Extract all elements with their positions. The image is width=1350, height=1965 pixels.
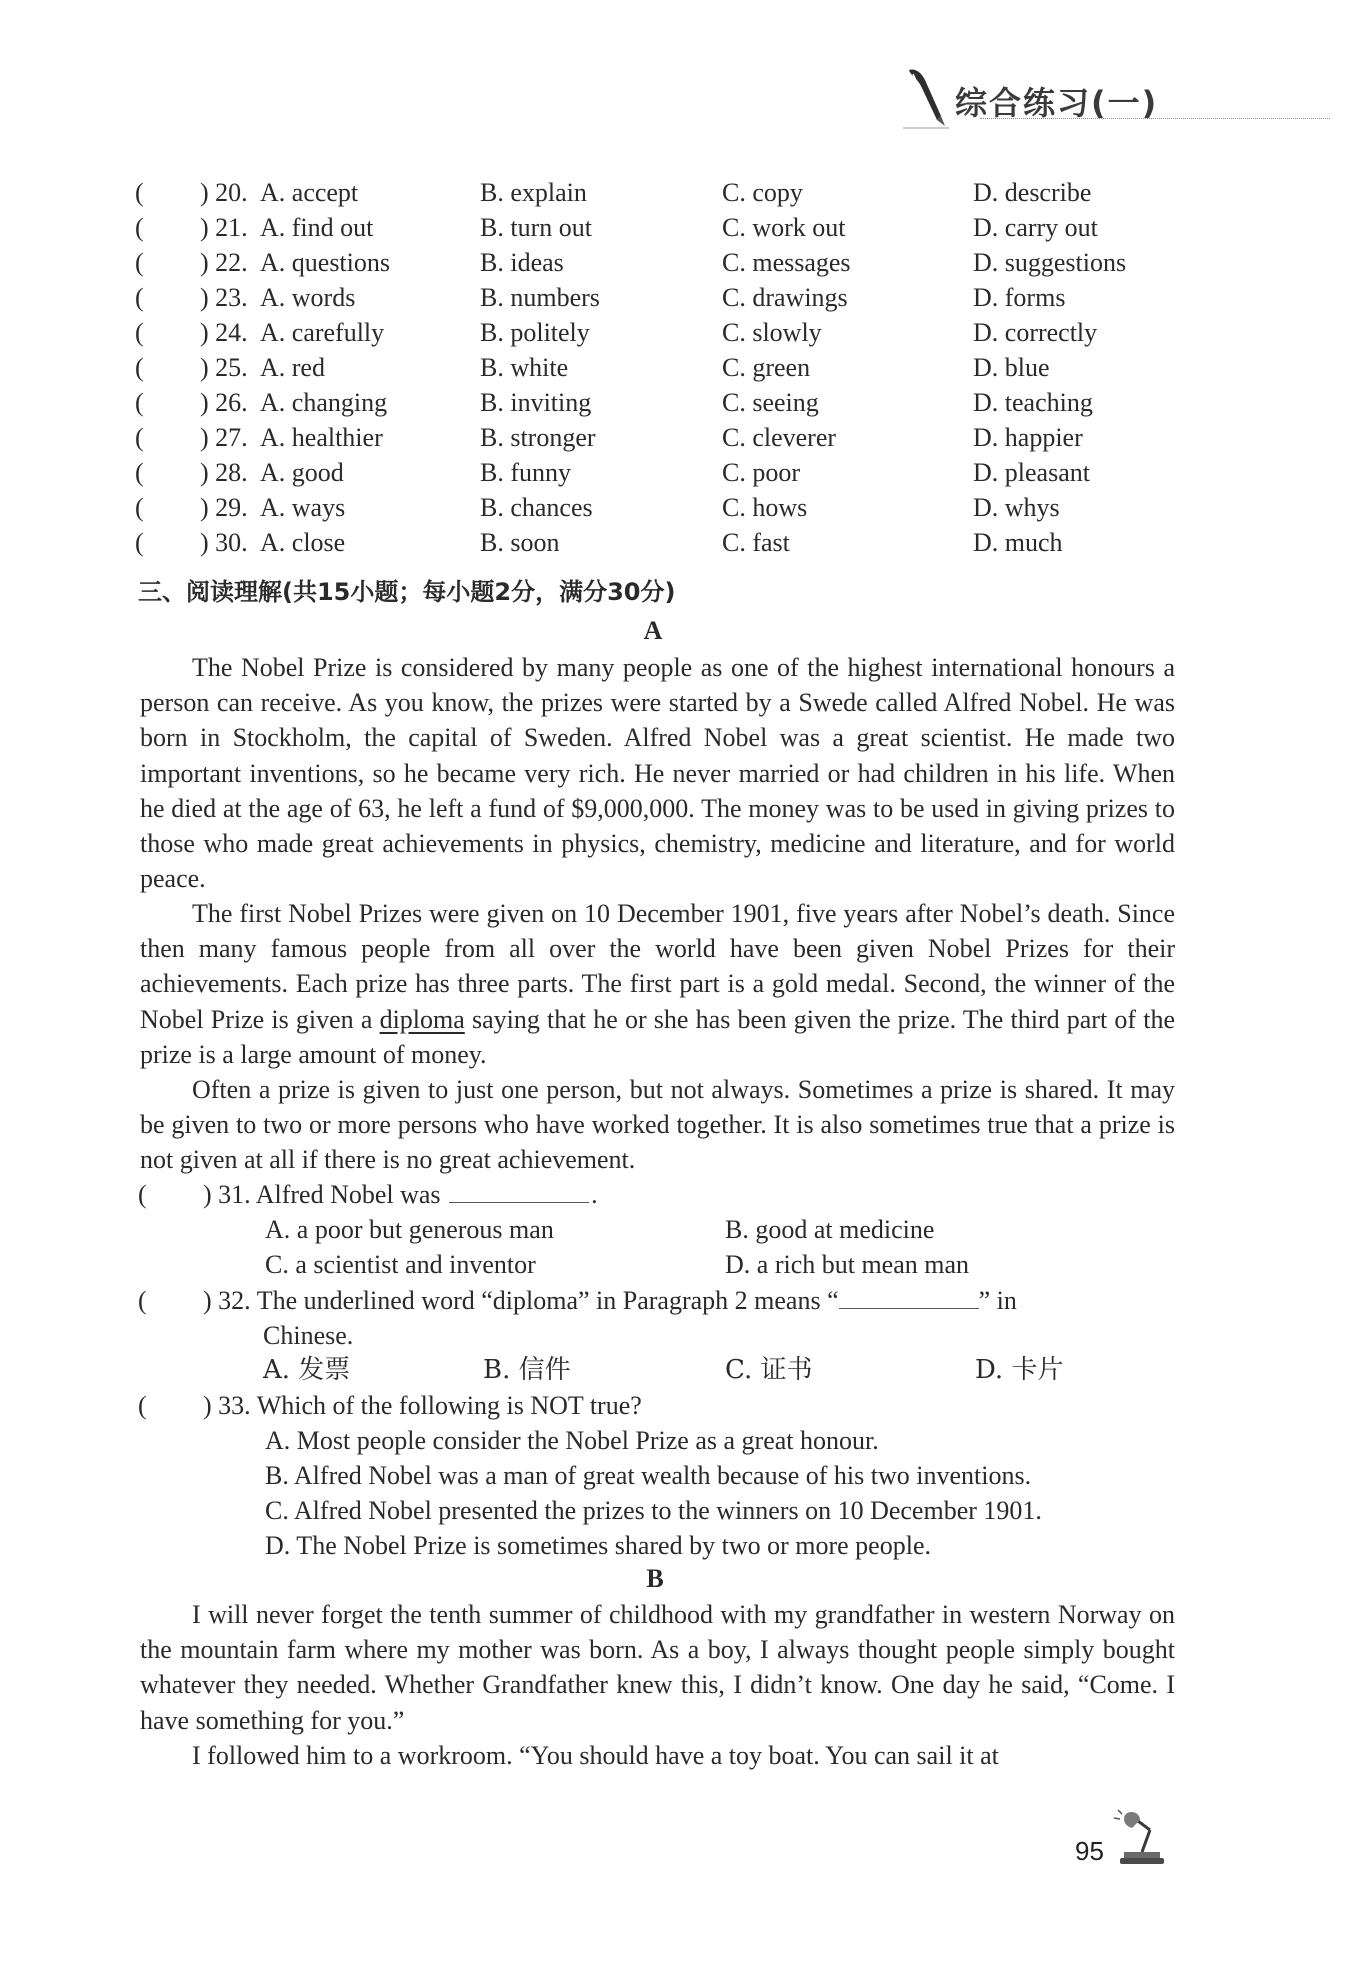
answer-paren: (: [135, 318, 144, 347]
option-c: C. poor: [722, 458, 800, 487]
option-d: D. pleasant: [973, 458, 1090, 487]
q31-option-b: B. good at medicine: [725, 1215, 935, 1244]
q33-option-a: A. Most people consider the Nobel Prize as a great honour.: [265, 1426, 879, 1455]
passage-b-heading: B: [646, 1564, 664, 1593]
pen-icon: [903, 66, 949, 132]
q32-stem: ) 32. The underlined word “diploma” in Paragraph 2 means “: [203, 1286, 839, 1315]
question-number: ) 20.: [200, 178, 248, 207]
answer-paren: (: [135, 283, 144, 312]
option-c: C. seeing: [722, 388, 819, 417]
question-number: ) 24.: [200, 318, 248, 347]
option-a: A. find out: [260, 213, 374, 242]
q33-stem: ) 33. Which of the following is NOT true?: [203, 1391, 642, 1420]
option-d: D. teaching: [973, 388, 1093, 417]
q31-option-d: D. a rich but mean man: [725, 1250, 970, 1279]
option-row-25: [135, 350, 1235, 385]
option-row-28: [135, 455, 1235, 490]
answer-blank: [449, 1181, 589, 1203]
passage-a-paragraph-3: [140, 1072, 1175, 1178]
option-b: B. numbers: [480, 283, 600, 312]
question-number: ) 23.: [200, 283, 248, 312]
option-c: C. drawings: [722, 283, 848, 312]
paragraph-text: I will never forget the tenth summer of childhood with my grandfather in western Norway on the mountain farm where my mother was born. As a boy, I always thought people simply bought whatever they needed. Whether Grandfather knew this, I didn’t know. One day he said, “Come. I have something for you.”: [140, 1600, 1175, 1735]
page-header-title: 综合练习(一): [955, 84, 1159, 122]
option-a: A. changing: [260, 388, 388, 417]
option-a: A. red: [260, 353, 325, 382]
answer-blank: [839, 1287, 979, 1309]
option-c: C. green: [722, 353, 811, 382]
answer-paren: (: [135, 213, 144, 242]
option-d: D. much: [973, 528, 1063, 557]
answer-paren: (: [135, 458, 144, 487]
option-c: C. hows: [722, 493, 808, 522]
option-d: D. describe: [973, 178, 1092, 207]
option-b: B. explain: [480, 178, 587, 207]
q31-option-a: A. a poor but generous man: [265, 1215, 554, 1244]
passage-b-paragraph-1: [140, 1597, 1175, 1738]
option-b: B. turn out: [480, 213, 592, 242]
desk-lamp-icon: [1112, 1808, 1172, 1868]
passage-a-paragraph-2: [140, 896, 1175, 1072]
option-b: B. inviting: [480, 388, 592, 417]
question-number: ) 21.: [200, 213, 248, 242]
option-d: D. carry out: [973, 213, 1098, 242]
option-row-22: [135, 245, 1235, 280]
q33-paren: (: [138, 1391, 147, 1420]
option-a: A. good: [260, 458, 344, 487]
q33-option-c: C. Alfred Nobel presented the prizes to the winners on 10 December 1901.: [265, 1496, 1042, 1525]
option-row-23: [135, 280, 1235, 315]
passage-a-heading: A: [643, 616, 663, 645]
option-a: A. healthier: [260, 423, 383, 452]
q32-option-c: C. 证书: [725, 1355, 813, 1385]
answer-paren: (: [135, 493, 144, 522]
answer-paren: (: [135, 528, 144, 557]
question-number: ) 22.: [200, 248, 248, 277]
option-c: C. messages: [722, 248, 851, 277]
option-b: B. funny: [480, 458, 571, 487]
option-a: A. close: [260, 528, 346, 557]
option-d: D. forms: [973, 283, 1066, 312]
option-row-20: [135, 175, 1235, 210]
paragraph-text: The first Nobel Prizes were given on 10 December 1901, five years after Nobel’s death. Since then many famous people from all over the world have been given Nobel Prizes for their achievements. Each prize has three parts. The first part is a gold medal. Second, the winner of the Nobel Prize is given a: [140, 899, 1175, 1034]
q32-option-d: D. 卡片: [975, 1355, 1064, 1385]
paragraph-text: Often a prize is given to just one person, but not always. Sometimes a prize is shared. It may be given to two or more persons who have worked together. It is also sometimes true that a prize is not given at all if there is no great achievement.: [140, 1075, 1175, 1175]
option-a: A. ways: [260, 493, 346, 522]
paragraph-text: saying that he or she has been given the prize. The third part of the prize is a large amount of money.: [140, 1004, 1175, 1069]
option-c: C. cleverer: [722, 423, 837, 452]
q32-stem-end: ” in: [978, 1286, 1017, 1315]
option-b: B. soon: [480, 528, 560, 557]
passage-b-paragraph-2: [140, 1738, 1175, 1773]
option-b: B. politely: [480, 318, 590, 347]
option-c: C. slowly: [722, 318, 822, 347]
answer-paren: (: [135, 388, 144, 417]
page-number: 95: [1075, 1836, 1104, 1866]
option-c: C. copy: [722, 178, 803, 207]
option-b: B. chances: [480, 493, 593, 522]
q32-option-a: A. 发票: [263, 1355, 351, 1385]
option-row-29: [135, 490, 1235, 525]
option-b: B. stronger: [480, 423, 596, 452]
option-a: A. words: [260, 283, 356, 312]
question-number: ) 27.: [200, 423, 248, 452]
option-d: D. blue: [973, 353, 1050, 382]
q31-option-c: C. a scientist and inventor: [265, 1250, 536, 1279]
q32-stem-line: [203, 1283, 1017, 1318]
q32-option-b: B. 信件: [483, 1355, 571, 1385]
option-c: C. work out: [722, 213, 846, 242]
option-row-30: [135, 525, 1235, 560]
q31-end: .: [591, 1180, 598, 1209]
option-row-24: [135, 315, 1235, 350]
option-row-21: [135, 210, 1235, 245]
question-number: ) 29.: [200, 493, 248, 522]
answer-paren: (: [135, 353, 144, 382]
option-d: D. correctly: [973, 318, 1098, 347]
option-row-26: [135, 385, 1235, 420]
q31-stem-line: [203, 1177, 598, 1212]
question-number: ) 25.: [200, 353, 248, 382]
paragraph-text: I followed him to a workroom. “You should have a toy boat. You can sail it at: [192, 1741, 999, 1770]
q31-stem: ) 31. Alfred Nobel was: [203, 1180, 441, 1209]
q32-stem-continued: Chinese.: [263, 1321, 354, 1350]
q33-option-b: B. Alfred Nobel was a man of great wealth because of his two inventions.: [265, 1461, 1032, 1490]
header-divider: [980, 118, 1330, 119]
question-number: ) 30.: [200, 528, 248, 557]
option-c: C. fast: [722, 528, 790, 557]
option-a: A. questions: [260, 248, 390, 277]
paragraph-text: The Nobel Prize is considered by many people as one of the highest international honours a person can receive. As you know, the prizes were started by a Swede called Alfred Nobel. He was born in Stockholm, the capital of Sweden. Alfred Nobel was a great scientist. He made two important inventions, so he became very rich. He never married or had children in his life. When he died at the age of 63, he left a fund of $9,000,000. The money was to be used in giving prizes to those who made great achievements in physics, chemistry, medicine and literature, and for world peace.: [140, 653, 1175, 894]
option-b: B. white: [480, 353, 569, 382]
answer-paren: (: [135, 178, 144, 207]
question-number: ) 26.: [200, 388, 248, 417]
option-d: D. suggestions: [973, 248, 1127, 277]
passage-a-paragraph-1: [140, 650, 1175, 896]
option-row-27: [135, 420, 1235, 455]
question-number: ) 28.: [200, 458, 248, 487]
cloze-options-table: [135, 175, 1235, 560]
option-b: B. ideas: [480, 248, 564, 277]
option-a: A. carefully: [260, 318, 385, 347]
answer-paren: (: [135, 248, 144, 277]
answer-paren: (: [135, 423, 144, 452]
option-a: A. accept: [260, 178, 359, 207]
option-d: D. happier: [973, 423, 1083, 452]
q31-paren: (: [138, 1180, 147, 1209]
option-d: D. whys: [973, 493, 1060, 522]
section-title: 三、阅读理解(共15小题；每小题2分，满分30分): [138, 578, 676, 606]
q33-option-d: D. The Nobel Prize is sometimes shared by two or more people.: [265, 1531, 931, 1560]
q32-paren: (: [138, 1286, 147, 1315]
underlined-word: diploma: [379, 1004, 465, 1034]
